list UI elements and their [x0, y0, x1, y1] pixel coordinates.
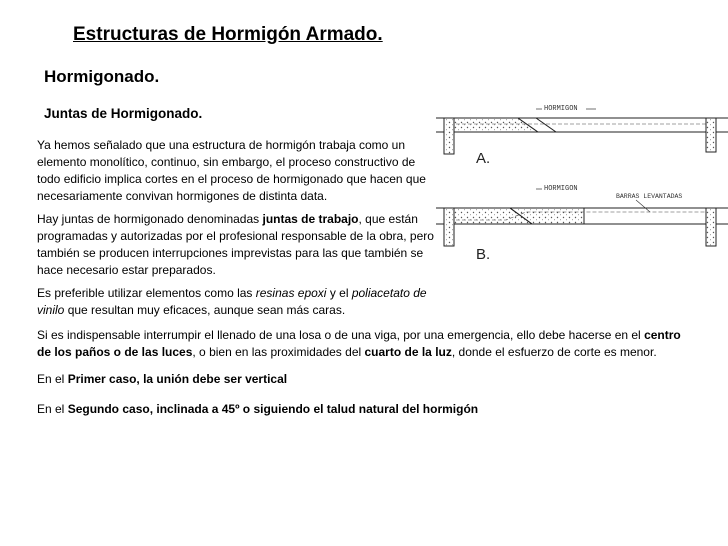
label-barras: BARRAS LEVANTADAS	[616, 193, 683, 200]
diagram-case-b	[436, 185, 728, 263]
paragraph-intro	[37, 137, 426, 205]
text-line: elemento monolítico, continuo, sin embargo, el proceso constructivo de	[37, 155, 416, 169]
text-line: también se producen interrupciones imprevistas para las que también se	[37, 246, 424, 260]
text-span: Hay juntas de hormigonado denominadas	[37, 212, 263, 226]
bold-term: cuarto de la luz	[364, 345, 452, 359]
text-line	[37, 344, 681, 361]
text-span: , o bien en las proximidades del	[192, 345, 365, 359]
text-line	[37, 211, 434, 228]
label-hormigon-b: HORMIGON	[544, 185, 578, 193]
bold-term: juntas de trabajo	[262, 212, 359, 226]
text-line	[37, 327, 681, 344]
paragraph-case-one	[37, 371, 287, 388]
text-line: necesariamente convivan hormigones de distinta data.	[37, 189, 328, 203]
bold-term: centro	[644, 328, 681, 342]
bold-term: Primer caso, la unión debe ser vertical	[67, 372, 288, 386]
text-span: que resultan muy eficaces, aunque sean más caras.	[64, 303, 346, 317]
label-hormigon-a: HORMIGON	[544, 105, 578, 113]
joint-diagram	[436, 96, 728, 266]
section-heading: Hormigonado.	[44, 67, 160, 86]
paragraph-interruption	[37, 327, 681, 361]
bold-term: Segundo caso, inclinada a 45º o siguiendo el talud natural del hormigón	[67, 402, 479, 416]
bold-term: de los paños o de las luces	[37, 345, 193, 359]
section-subheading: Juntas de Hormigonado.	[44, 106, 203, 121]
italic-term: vinilo	[37, 303, 65, 317]
diagram-case-a	[436, 105, 728, 167]
text-span: , que están	[358, 212, 418, 226]
text-line: programadas y autorizadas por el profesional responsable de la obra, pero	[37, 229, 434, 243]
paragraph-materials	[37, 285, 427, 319]
paragraph-case-two	[37, 401, 478, 418]
text-span: , donde el esfuerzo de corte es menor.	[451, 345, 657, 359]
text-span: y el	[326, 286, 352, 300]
paragraph-juntas	[37, 211, 434, 279]
text-line: hace necesario estar preparados.	[37, 263, 216, 277]
text-span: Si es indispensable interrumpir el llenado de una losa o de una viga, por una emergencia, ello debe hacerse en el	[37, 328, 645, 342]
text-span: En el	[37, 372, 68, 386]
italic-term: resinas epoxi	[255, 286, 327, 300]
text-span: En el	[37, 402, 68, 416]
text-line	[37, 285, 427, 302]
text-line	[37, 302, 427, 319]
text-line: Ya hemos señalado que una estructura de hormigón trabaja como un	[37, 138, 406, 152]
page-title: Estructuras de Hormigón Armado.	[73, 24, 383, 45]
italic-term: poliacetato de	[351, 286, 427, 300]
label-case-b: B.	[476, 246, 491, 263]
label-case-a: A.	[476, 150, 491, 167]
text-line: todo edificio implica cortes en el proceso de hormigonado que hacen que	[37, 172, 426, 186]
text-span: Es preferible utilizar elementos como las	[37, 286, 256, 300]
